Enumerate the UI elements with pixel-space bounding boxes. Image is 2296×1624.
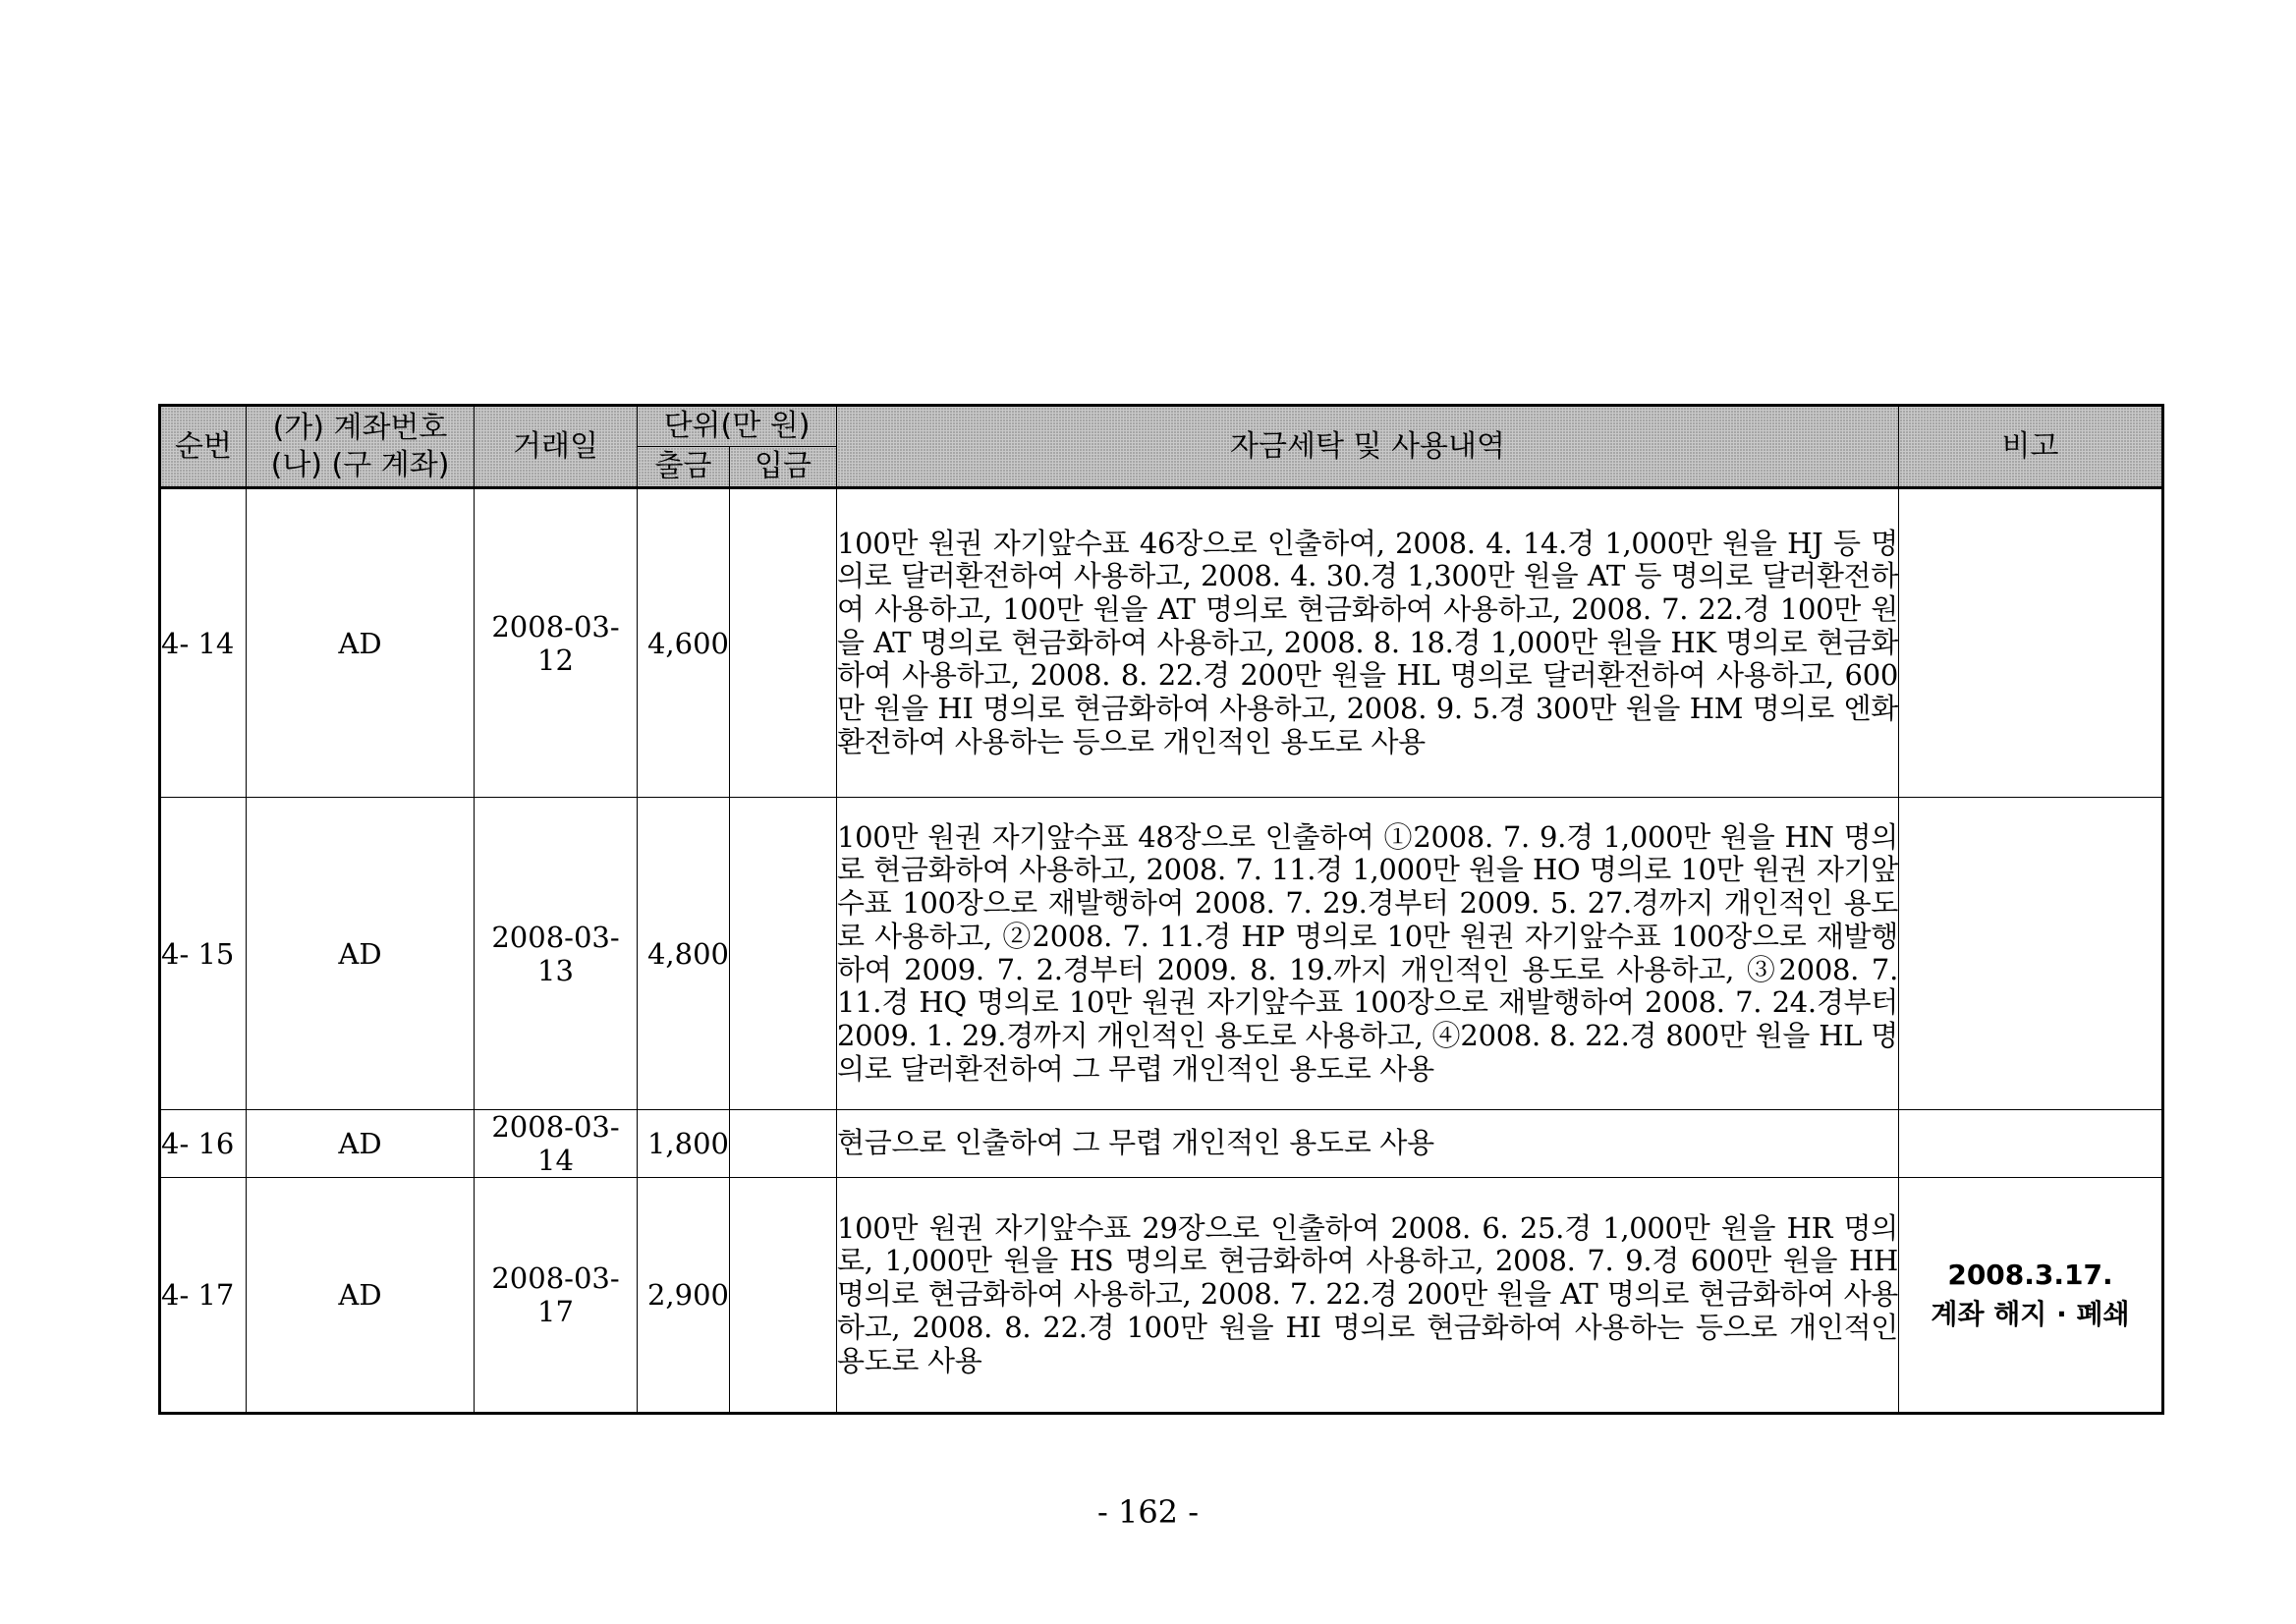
transaction-table (158, 404, 2164, 1415)
row-date: 2008-03-17 (475, 1178, 638, 1414)
table-header (160, 406, 2163, 488)
row-description: 현금으로 인출하여 그 무렵 개인적인 용도로 사용 (837, 1110, 1899, 1178)
row-note-line1: 2008.3.17. (1947, 1259, 2113, 1291)
row-withdrawal: 4,600 (638, 488, 730, 798)
header-note: 비고 (1899, 406, 2163, 488)
header-account (247, 406, 475, 488)
row-withdrawal: 1,800 (638, 1110, 730, 1178)
header-description: 자금세탁 및 사용내역 (837, 406, 1899, 488)
header-withdrawal: 출금 (638, 447, 730, 488)
row-deposit (730, 1178, 837, 1414)
row-number: 4- 14 (160, 488, 247, 798)
row-account: AD (247, 1178, 475, 1414)
row-account: AD (247, 1110, 475, 1178)
row-withdrawal: 4,800 (638, 798, 730, 1110)
row-date: 2008-03-12 (475, 488, 638, 798)
header-no: 순번 (160, 406, 247, 488)
row-withdrawal: 2,900 (638, 1178, 730, 1414)
table-row (160, 1110, 2163, 1178)
row-note (1899, 1110, 2163, 1178)
row-date: 2008-03-14 (475, 1110, 638, 1178)
page-number: - 162 - (1096, 1493, 1200, 1531)
row-note (1899, 1178, 2163, 1414)
row-account: AD (247, 798, 475, 1110)
row-deposit (730, 798, 837, 1110)
table-row (160, 488, 2163, 798)
row-deposit (730, 488, 837, 798)
row-account: AD (247, 488, 475, 798)
row-description: 100만 원권 자기앞수표 46장으로 인출하여, 2008. 4. 14.경 1,000만 원을 HJ 등 명의로 달러환전하여 사용하고, 2008. 4. 30.경 1,300만 원을 AT 등 명의로 달러환전하여 사용하고, 100만 원을 AT 명의로 현금화하여 사용하고, 2008. 7. 22.경 100만 원을 AT 명의로 현금화하여 사용하고, 2008. 8. 18.경 1,000만 원을 HK 명의로 현금화하여 사용하고, 2008. 8. 22.경 200만 원을 HL 명의로 달러환전하여 사용하고, 600만 원을 HI 명의로 현금화하여 사용하고, 2008. 9. 5.경 300만 원을 HM 명의로 엔화환전하여 사용하는 등으로 개인적인 용도로 사용 (837, 488, 1899, 798)
header-account-line2: (나) (구 계좌) (270, 447, 450, 482)
row-number: 4- 16 (160, 1110, 247, 1178)
header-unit: 단위(만 원) (638, 406, 837, 447)
row-note-line2: 계좌 해지 · 폐쇄 (1931, 1298, 2130, 1330)
row-number: 4- 15 (160, 798, 247, 1110)
row-note (1899, 488, 2163, 798)
row-number: 4- 17 (160, 1178, 247, 1414)
header-account-line1: (가) 계좌번호 (272, 410, 448, 445)
row-description: 100만 원권 자기앞수표 29장으로 인출하여 2008. 6. 25.경 1,000만 원을 HR 명의로, 1,000만 원을 HS 명의로 현금화하여 사용하고, 2008. 7. 9.경 600만 원을 HH 명의로 현금화하여 사용하고, 2008. 7. 22.경 200만 원을 AT 명의로 현금화하여 사용하고, 2008. 8. 22.경 100만 원을 HI 명의로 현금화하여 사용하는 등으로 개인적인 용도로 사용 (837, 1178, 1899, 1414)
table-row (160, 798, 2163, 1110)
row-date: 2008-03-13 (475, 798, 638, 1110)
row-deposit (730, 1110, 837, 1178)
header-date: 거래일 (475, 406, 638, 488)
row-note (1899, 798, 2163, 1110)
header-deposit: 입금 (730, 447, 837, 488)
row-description: 100만 원권 자기앞수표 48장으로 인출하여 ①2008. 7. 9.경 1,000만 원을 HN 명의로 현금화하여 사용하고, 2008. 7. 11.경 1,000만 원을 HO 명의로 10만 원권 자기앞수표 100장으로 재발행하여 2008. 7. 29.경부터 2009. 5. 27.경까지 개인적인 용도로 사용하고, ②2008. 7. 11.경 HP 명의로 10만 원권 자기앞수표 100장으로 재발행하여 2009. 7. 2.경부터 2009. 8. 19.까지 개인적인 용도로 사용하고, ③2008. 7. 11.경 HQ 명의로 10만 원권 자기앞수표 100장으로 재발행하여 2008. 7. 24.경부터 2009. 1. 29.경까지 개인적인 용도로 사용하고, ④2008. 8. 22.경 800만 원을 HL 명의로 달러환전하여 그 무렵 개인적인 용도로 사용 (837, 798, 1899, 1110)
table-row (160, 1178, 2163, 1414)
